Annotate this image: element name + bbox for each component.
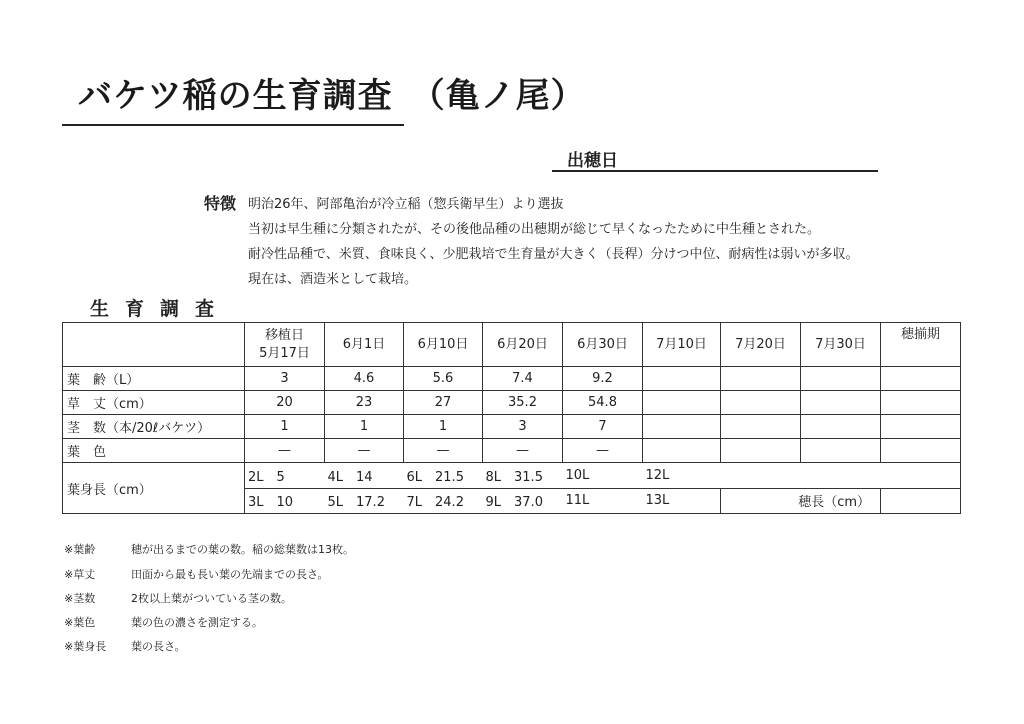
page-title: バケツ稲の生育調査 （亀ノ尾） [78, 76, 586, 116]
row-label: 葉身長（cm） [63, 463, 245, 514]
panicle-length-label: 穂長（cm） [721, 488, 881, 514]
note-text: 穂が出るまでの葉の数。稲の総葉数は13枚。 [131, 543, 354, 556]
table-cell [801, 367, 881, 391]
header-cell: 6月10日 [404, 323, 483, 367]
title-underline [62, 124, 404, 126]
features-label: 特徴 [204, 194, 237, 213]
table-cell: 9.2 [563, 367, 643, 391]
leaf-length-cell: 3L 10 [245, 488, 325, 514]
note-text: 葉の長さ。 [131, 640, 186, 653]
table-cell: 23 [325, 391, 404, 415]
table-cell: — [563, 439, 643, 463]
note-key: ※葉身長 [64, 640, 107, 653]
table-row [63, 391, 961, 415]
table-cell: 54.8 [563, 391, 643, 415]
leaf-length-cell: 13L [643, 488, 721, 514]
table-cell [801, 439, 881, 463]
table-cell [721, 391, 801, 415]
table-cell [643, 415, 721, 439]
table-header-row [63, 323, 961, 367]
heading-date-field [552, 170, 878, 172]
growth-survey-table [62, 322, 961, 514]
header-cell: 移植日 5月17日 [245, 323, 325, 367]
note-text: 葉の色の濃さを測定する。 [131, 616, 263, 629]
header-cell: 7月20日 [721, 323, 801, 367]
leaf-length-cell [881, 463, 961, 489]
note-text: 2枚以上葉がついている茎の数。 [131, 592, 292, 605]
table-row [63, 367, 961, 391]
leaf-length-row-1 [63, 463, 961, 489]
features-line-2: 当初は早生種に分類されたが、その後他品種の出穂期が総じて早くなったために中生種とされた。 [248, 222, 821, 237]
table-cell: 7.4 [483, 367, 563, 391]
row-label: 葉 齢（L） [63, 367, 245, 391]
note-key: ※草丈 [64, 568, 96, 581]
note-key: ※葉齢 [64, 543, 96, 556]
table-cell: 1 [245, 415, 325, 439]
panicle-length-value [881, 488, 961, 514]
table-cell: 35.2 [483, 391, 563, 415]
table-cell [721, 367, 801, 391]
table-cell [801, 391, 881, 415]
features-line-3: 耐冷性品種で、米質、食味良く、少肥栽培で生育量が大きく（長稈）分けつ中位、耐病性は弱いが多収。 [248, 247, 859, 262]
header-cell: 6月30日 [563, 323, 643, 367]
leaf-length-cell [721, 463, 801, 489]
table-cell [881, 439, 961, 463]
table-cell: 1 [325, 415, 404, 439]
table-cell: 3 [245, 367, 325, 391]
table-cell: 3 [483, 415, 563, 439]
table-cell [643, 439, 721, 463]
table-cell: — [245, 439, 325, 463]
note-text: 田面から最も長い葉の先端までの長さ。 [131, 568, 329, 581]
leaf-length-cell: 4L 14 [325, 463, 404, 489]
header-cell: 6月20日 [483, 323, 563, 367]
table-cell: 27 [404, 391, 483, 415]
heading-date-label: 出穂日 [567, 151, 618, 171]
note-key: ※葉色 [64, 616, 96, 629]
table-cell: — [325, 439, 404, 463]
leaf-length-cell: 5L 17.2 [325, 488, 404, 514]
table-cell [721, 415, 801, 439]
row-label: 草 丈（cm） [63, 391, 245, 415]
leaf-length-cell: 7L 24.2 [404, 488, 483, 514]
table-cell: 5.6 [404, 367, 483, 391]
table-cell: 7 [563, 415, 643, 439]
header-cell: 7月30日 [801, 323, 881, 367]
table-cell [881, 367, 961, 391]
leaf-length-cell: 11L [563, 488, 643, 514]
features-line-4: 現在は、酒造米として栽培。 [248, 272, 418, 287]
leaf-length-cell: 8L 31.5 [483, 463, 563, 489]
row-label: 葉 色 [63, 439, 245, 463]
leaf-length-cell: 6L 21.5 [404, 463, 483, 489]
header-cell: 穂揃期 [881, 323, 961, 367]
table-row [63, 439, 961, 463]
table-row [63, 415, 961, 439]
table-cell: 20 [245, 391, 325, 415]
survey-section-title: 生育調査 [90, 298, 231, 320]
row-label: 茎 数（本/20ℓバケツ） [63, 415, 245, 439]
leaf-length-cell: 9L 37.0 [483, 488, 563, 514]
table-cell: 1 [404, 415, 483, 439]
header-cell: 7月10日 [643, 323, 721, 367]
header-corner [63, 323, 245, 367]
table-cell [643, 391, 721, 415]
table-cell [643, 367, 721, 391]
table-cell [801, 415, 881, 439]
table-cell [881, 391, 961, 415]
leaf-length-cell [801, 463, 881, 489]
table-cell: — [483, 439, 563, 463]
table-cell [721, 439, 801, 463]
note-key: ※茎数 [64, 592, 96, 605]
leaf-length-cell: 2L 5 [245, 463, 325, 489]
leaf-length-cell: 10L [563, 463, 643, 489]
table-cell: — [404, 439, 483, 463]
table-cell: 4.6 [325, 367, 404, 391]
features-line-1: 明治26年、阿部亀治が冷立稲（惣兵衛早生）より選抜 [248, 197, 564, 212]
header-cell: 6月1日 [325, 323, 404, 367]
table-cell [881, 415, 961, 439]
leaf-length-cell: 12L [643, 463, 721, 489]
